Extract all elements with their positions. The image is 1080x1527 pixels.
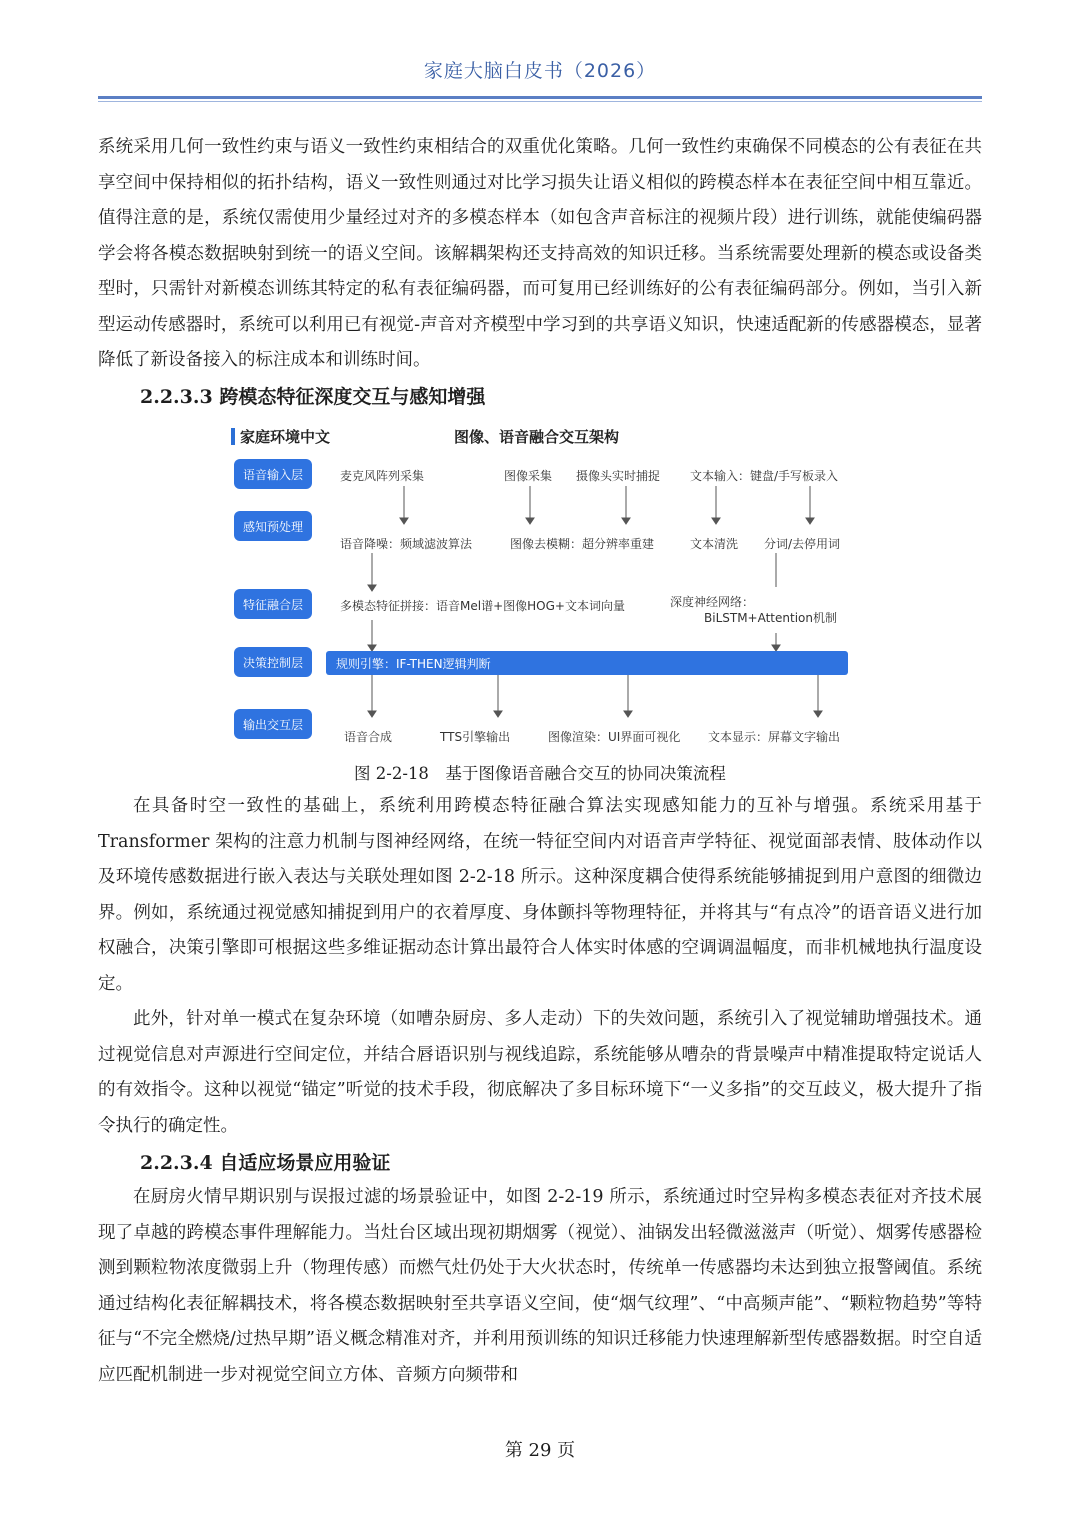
node-voice-denoise: 语音降噪：频域滤波算法 <box>340 537 473 551</box>
paragraph-2: 在具备时空一致性的基础上，系统利用跨模态特征融合算法实现感知能力的互补与增强。系统采用基于 Transformer 架构的注意力机制与图神经网络，在统一特征空间内对语音声学特征、视觉面部表情、肢体动作以及环境传感数据进行嵌入表达与关联处理如图 2-2-18 所示。这种深度耦合使得系统能够捕捉到用户意图的细微边界。例如，系统通过视觉感知捕捉到用户的衣着厚度、身体颤抖等物理特征，并将其与“有点冷”的语音语义进行加权融合，决策引擎即可根据这些多维证据动态计算出最符合人体实时体感的空调调温幅度，而非机械地执行温度设定。 <box>98 796 982 994</box>
header-rule-thin <box>98 101 982 102</box>
figure-title-right: 图像、语音融合交互架构 <box>454 428 620 446</box>
paragraph-3: 此外，针对单一模式在复杂环境（如嘈杂厨房、多人走动）下的失效问题，系统引入了视觉辅助增强技术。通过视觉信息对声源进行空间定位，并结合唇语识别与视线追踪，系统能够从嘈杂的背景噪声中精准提取特定说话人的有效指令。这种以视觉“锚定”听觉的技术手段，彻底解决了多目标环境下“一义多指”的交互歧义，极大提升了指令执行的确定性。 <box>98 1009 982 1136</box>
layer-voice-input: 语音输入层 <box>234 459 312 489</box>
paragraph-1: 系统采用几何一致性约束与语义一致性约束相结合的双重优化策略。几何一致性约束确保不同模态的公有表征在共享空间中保持相似的拓扑结构，语义一致性则通过对比学习损失让语义相似的跨模态样本在表征空间中相互靠近。值得注意的是，系统仅需使用少量经过对齐的多模态样本（如包含声音标注的视频片段）进行训练，就能使编码器学会将各模态数据映射到统一的语义空间。该解耦架构还支持高效的知识迁移。当系统需要处理新的模态或设备类型时，只需针对新模态训练其特定的私有表征编码器，而可复用已经训练好的公有表征编码部分。例如，当引入新型运动传感器时，系统可以利用已有视觉-声音对齐模型中学习到的共享语义知识，快速适配新的传感器模态，显著降低了新设备接入的标注成本和训练时间。 <box>98 137 982 370</box>
section-heading-2-2-3-3: 2.2.3.3 跨模态特征深度交互与感知增强 <box>140 386 486 408</box>
node-text-display: 文本显示：屏幕文字输出 <box>708 730 841 744</box>
page-header-title: 家庭大脑白皮书（2026） <box>423 60 657 82</box>
header-rule <box>98 96 982 99</box>
node-tokenize: 分词/去停用词 <box>764 537 841 551</box>
node-mic-array: 麦克风阵列采集 <box>340 469 425 483</box>
node-image-deblur: 图像去模糊：超分辨率重建 <box>510 537 655 551</box>
node-dnn: 深度神经网络： <box>670 595 755 609</box>
node-speech-synthesis: 语音合成 <box>344 730 393 744</box>
node-camera-capture: 摄像头实时捕捉 <box>576 469 661 483</box>
layer-feature-fusion: 特征融合层 <box>234 589 312 619</box>
figure-caption: 图 2-2-18 基于图像语音融合交互的协同决策流程 <box>354 764 726 783</box>
node-multimodal-concat: 多模态特征拼接：语音Mel谱+图像HOG+文本词向量 <box>340 599 625 613</box>
node-tts-output: TTS引擎输出 <box>440 730 511 744</box>
layer-output: 输出交互层 <box>234 709 312 739</box>
node-image-render: 图像渲染：UI界面可视化 <box>548 730 681 744</box>
figure-title-left: 家庭环境中文 <box>240 428 331 446</box>
page-number: 第 29 页 <box>504 1440 576 1461</box>
section-heading-2-2-3-4: 2.2.3.4 自适应场景应用验证 <box>140 1152 391 1174</box>
architecture-figure <box>228 423 852 753</box>
node-text-clean: 文本清洗 <box>690 537 739 551</box>
node-text-input: 文本输入：键盘/手写板录入 <box>690 469 839 483</box>
paragraph-4: 在厨房火情早期识别与误报过滤的场景验证中，如图 2-2-19 所示，系统通过时空异构多模态表征对齐技术展现了卓越的跨模态事件理解能力。当灶台区域出现初期烟雾（视觉）、油锅发出轻微滋滋声（听觉）、烟雾传感器检测到颗粒物浓度微弱上升（物理传感）而燃气灶仍处于大火状态时，传统单一传感器均未达到独立报警阈值。系统通过结构化表征解耦技术，将各模态数据映射至共享语义空间，使“烟气纹理”、“中高频声能”、“颗粒物趋势”等特征与“不完全燃烧/过热早期”语义概念精准对齐，并利用预训练的知识迁移能力快速理解新型传感器数据。时空自适应匹配机制进一步对视觉空间立方体、音频方向频带和 <box>98 1187 982 1385</box>
node-bilstm: BiLSTM+Attention机制 <box>704 611 837 625</box>
layer-preprocess: 感知预处理 <box>234 511 312 541</box>
node-image-capture: 图像采集 <box>504 469 553 483</box>
decision-rule-engine: 规则引擎：IF-THEN逻辑判断 <box>326 651 848 675</box>
layer-decision-control: 决策控制层 <box>234 647 312 677</box>
